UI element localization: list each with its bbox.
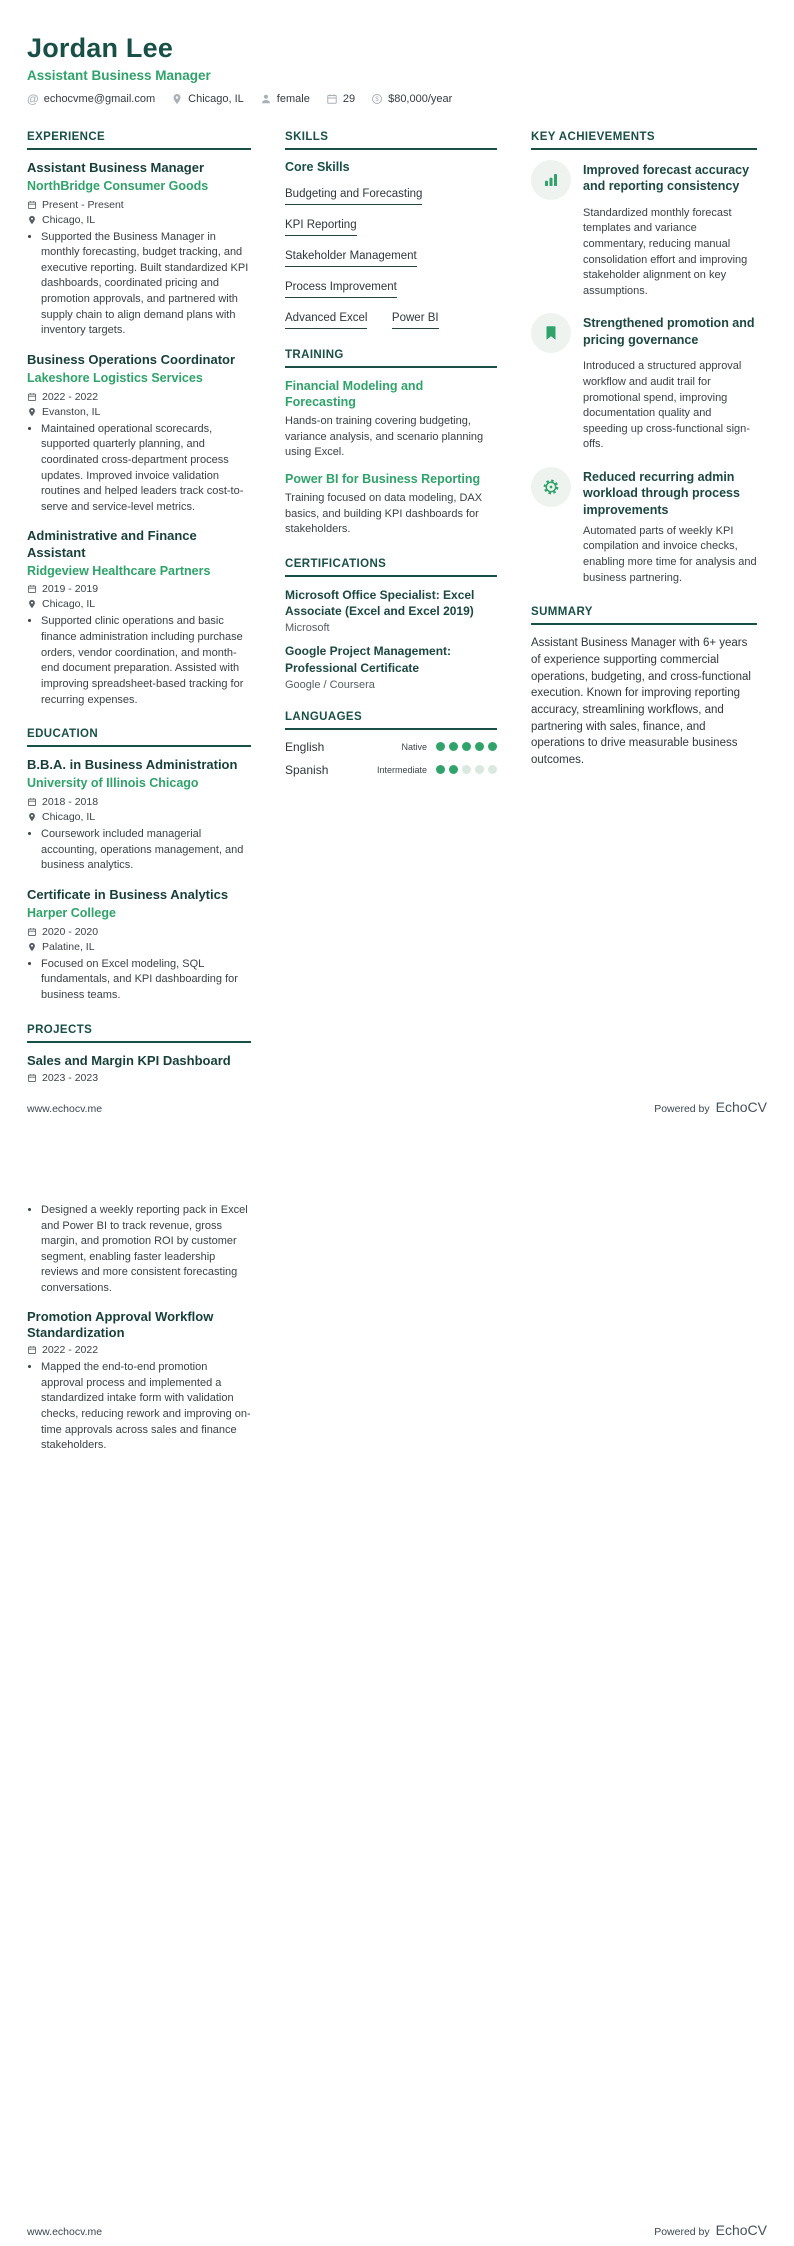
language-row [285,763,497,777]
column-left [27,1157,251,1454]
education-degree: B.B.A. in Business Administration [27,757,238,773]
certification-entry [285,643,497,690]
project-title: Sales and Margin KPI Dashboard [27,1052,231,1068]
project-dates [27,1344,251,1356]
achievement-entry [531,160,757,300]
experience-company: NorthBridge Consumer Goods [27,178,209,193]
skill-chip: Process Improvement [285,281,397,298]
project-bullets [27,1203,251,1297]
achievement-description: Introduced a structured approval workflow and audit trail for promotional spend, improving documentation quality and speeding up cross-functional sign-offs. [583,360,750,451]
at-icon: @ [27,91,39,106]
skill-chip: Advanced Excel [285,312,367,329]
summary-heading: SUMMARY [531,606,757,625]
calendar-icon [326,93,338,105]
brand-name: EchoCV [715,1099,767,1115]
skill-chip: Stakeholder Management [285,250,417,267]
contact-age [326,93,355,105]
bookmark-icon [531,313,571,353]
education-bullet: • Focused on Excel modeling, SQL fundamentals, and KPI dashboarding for business teams. [41,957,251,1004]
project-title: Promotion Approval Workflow Standardization [27,1308,214,1340]
certifications-heading: CERTIFICATIONS [285,558,497,577]
skill-row [285,277,497,298]
resume-page-2 [0,1123,794,2246]
skills-heading: SKILLS [285,131,497,150]
experience-location-value: Evanston, IL [42,405,101,418]
training-heading: TRAINING [285,349,497,368]
column-right [531,131,757,1104]
contact-location-value: Chicago, IL [188,92,244,105]
experience-bullets [27,230,251,339]
experience-entry [27,528,251,708]
certification-title: Google Project Management: Professional Certificate [285,644,452,675]
languages-section [285,711,497,777]
language-name: English [285,739,325,754]
footer-site-link[interactable]: www.echocv.me [27,1103,103,1115]
experience-location [27,406,251,418]
education-degree: Certificate in Business Analytics [27,886,229,902]
calendar-icon [27,1073,37,1083]
location-pin-icon [27,215,37,225]
calendar-icon [27,927,37,937]
experience-bullets [27,614,251,708]
languages-heading: LANGUAGES [285,711,497,730]
skill-chip: KPI Reporting [285,219,357,236]
experience-location-value: Chicago, IL [42,213,96,226]
achievement-description: Standardized monthly forecast templates and variance commentary, reducing manual consolidation effort and improving stakeholder alignment on key assumptions. [583,206,748,297]
calendar-icon [27,584,37,594]
experience-dates [27,583,251,595]
education-location-value: Palatine, IL [42,940,95,953]
projects-heading: PROJECTS [27,1024,251,1043]
contact-gender-value: female [276,92,310,105]
training-title: Power BI for Business Reporting [285,472,481,487]
education-location [27,811,251,823]
training-entry [285,471,497,538]
project-entry [27,1053,251,1084]
project-dates-value: 2023 - 2023 [42,1071,99,1084]
experience-dates-value: Present - Present [42,198,124,211]
certification-issuer: Microsoft [285,622,330,635]
summary-section [531,606,757,768]
skill-row [285,184,497,205]
column-middle [285,131,497,1104]
project-dates-value: 2022 - 2022 [42,1344,99,1357]
powered-by-prefix: Powered by [654,2226,710,2238]
experience-location-value: Chicago, IL [42,598,96,611]
powered-by [654,1099,767,1115]
experience-title: Business Operations Coordinator [27,351,236,367]
calendar-icon [27,392,37,402]
contact-row [27,93,767,105]
education-dates-value: 2018 - 2018 [42,796,99,809]
footer-site-link[interactable]: www.echocv.me [27,2226,103,2238]
education-entry [27,757,251,874]
project-bullet: • Mapped the end-to-end promotion approval process and implemented a standardized intake form with validation checks, reducing rework and improving on-time approvals across sales and finance stakeholders. [41,1360,251,1454]
experience-title: Assistant Business Manager [27,159,205,175]
education-dates [27,796,251,808]
skill-row [285,246,497,267]
training-description: Hands-on training covering budgeting, variance analysis, and scenario planning using Excel. [285,415,484,459]
resume-header [27,34,767,105]
achievement-title: Strengthened promotion and pricing governance [583,316,755,347]
skill-chip: Budgeting and Forecasting [285,188,422,205]
calendar-icon [27,1345,37,1355]
contact-gender [260,93,310,105]
skill-row [285,308,497,329]
projects-section [27,1024,251,1084]
project-bullets [27,1360,251,1454]
certification-entry [285,587,497,634]
dollar-coin-icon [371,93,383,105]
location-pin-icon [27,407,37,417]
experience-entry [27,352,251,516]
education-dates-value: 2020 - 2020 [42,925,99,938]
skills-group-label: Core Skills [285,159,350,174]
person-name: Jordan Lee [27,33,174,63]
summary-text: Assistant Business Manager with 6+ years of experience supporting commercial operations, budgeting, and cross-functional execution. Known for improving reporting accuracy, streamlining workflows, and partnering with sales, finance, and operations to drive measurable business outcomes. [531,637,751,766]
language-level: Native [401,741,427,752]
education-entry [27,887,251,1004]
achievement-title: Improved forecast accuracy and reporting consistency [583,162,750,193]
page-footer [27,1099,767,1115]
location-pin-icon [27,942,37,952]
project-entry [27,1309,251,1454]
experience-title: Administrative and Finance Assistant [27,528,197,560]
skill-row [285,215,497,236]
calendar-icon [27,797,37,807]
experience-heading: EXPERIENCE [27,131,251,150]
person-job-title: Assistant Business Manager [27,67,211,83]
brand-name: EchoCV [715,2222,767,2238]
language-proficiency-dots [436,765,497,774]
education-section [27,728,251,1003]
location-pin-icon [171,93,183,105]
contact-location [171,93,244,105]
experience-company: Lakeshore Logistics Services [27,371,203,386]
location-pin-icon [27,812,37,822]
language-proficiency-dots [436,742,497,751]
gear-icon [531,467,571,507]
experience-bullet: • Supported the Business Manager in monthly forecasting, budget tracking, and executive reporting. Built standardized KPI dashboards, coordinated pricing and promotion approvals, and partnered with supply chain to align demand plans with inventory targets. [41,230,251,339]
certification-title: Microsoft Office Specialist: Excel Associate (Excel and Excel 2019) [285,588,475,619]
training-section [285,349,497,538]
experience-entry [27,160,251,339]
powered-by-prefix: Powered by [654,1103,710,1115]
certifications-section [285,558,497,691]
experience-location [27,214,251,226]
achievements-heading: KEY ACHIEVEMENTS [531,131,757,150]
training-title: Financial Modeling and Forecasting [285,378,424,409]
powered-by [654,2222,767,2238]
location-pin-icon [27,599,37,609]
achievement-title: Reduced recurring admin workload through process improvements [583,470,740,517]
education-heading: EDUCATION [27,728,251,747]
contact-email [27,93,155,105]
experience-dates-value: 2022 - 2022 [42,390,99,403]
achievements-section [531,131,757,587]
experience-dates [27,199,251,211]
education-school: University of Illinois Chicago [27,776,199,791]
language-level: Intermediate [376,764,427,775]
project-bullet: • Designed a weekly reporting pack in Excel and Power BI to track revenue, gross margin, and promotion ROI by customer segment, enabling faster leadership reviews and more consistent forecasting conversations. [41,1203,251,1297]
education-bullets [27,957,251,1004]
achievement-entry [531,313,757,453]
experience-dates [27,391,251,403]
contact-age-value: 29 [342,92,356,105]
experience-section [27,131,251,708]
language-name: Spanish [285,762,329,777]
certification-issuer: Google / Coursera [285,678,375,691]
skills-section [285,131,497,329]
education-school: Harper College [27,906,116,921]
bar-chart-icon [531,160,571,200]
contact-salary-value: $80,000/year [388,92,453,105]
experience-location [27,598,251,610]
contact-email-value: echocvme@gmail.com [43,92,156,105]
training-entry [285,378,497,461]
training-description: Training focused on data modeling, DAX basics, and building KPI dashboards for stakeholders. [285,492,483,536]
education-bullet: • Coursework included managerial accounting, operations management, and business analytics. [41,827,251,874]
experience-company: Ridgeview Healthcare Partners [27,563,211,578]
education-location [27,941,251,953]
experience-bullet: • Supported clinic operations and basic finance administration including purchase orders, vendor coordination, and month-end document preparation. Assisted with improving spreadsheet-based tracking for recurring expenses. [41,614,251,708]
education-location-value: Chicago, IL [42,811,96,824]
experience-bullet: • Maintained operational scorecards, supported quarterly planning, and coordinated cross-department process updates. Improved invoice validation routines and helped leaders track cost-to-serve and service-level metrics. [41,422,251,516]
achievement-entry [531,467,757,586]
person-icon [260,93,272,105]
experience-dates-value: 2019 - 2019 [42,583,99,596]
experience-bullets [27,422,251,516]
contact-salary [371,93,452,105]
education-dates [27,926,251,938]
page-footer [27,2222,767,2238]
column-left [27,131,251,1104]
calendar-icon [27,200,37,210]
education-bullets [27,827,251,874]
achievement-description: Automated parts of weekly KPI compilation and invoice checks, enabling more time for analysis and business partnering. [583,524,757,584]
project-dates [27,1072,251,1084]
resume-columns [27,131,767,1104]
skill-chip: Power BI [392,312,439,329]
language-row [285,740,497,754]
